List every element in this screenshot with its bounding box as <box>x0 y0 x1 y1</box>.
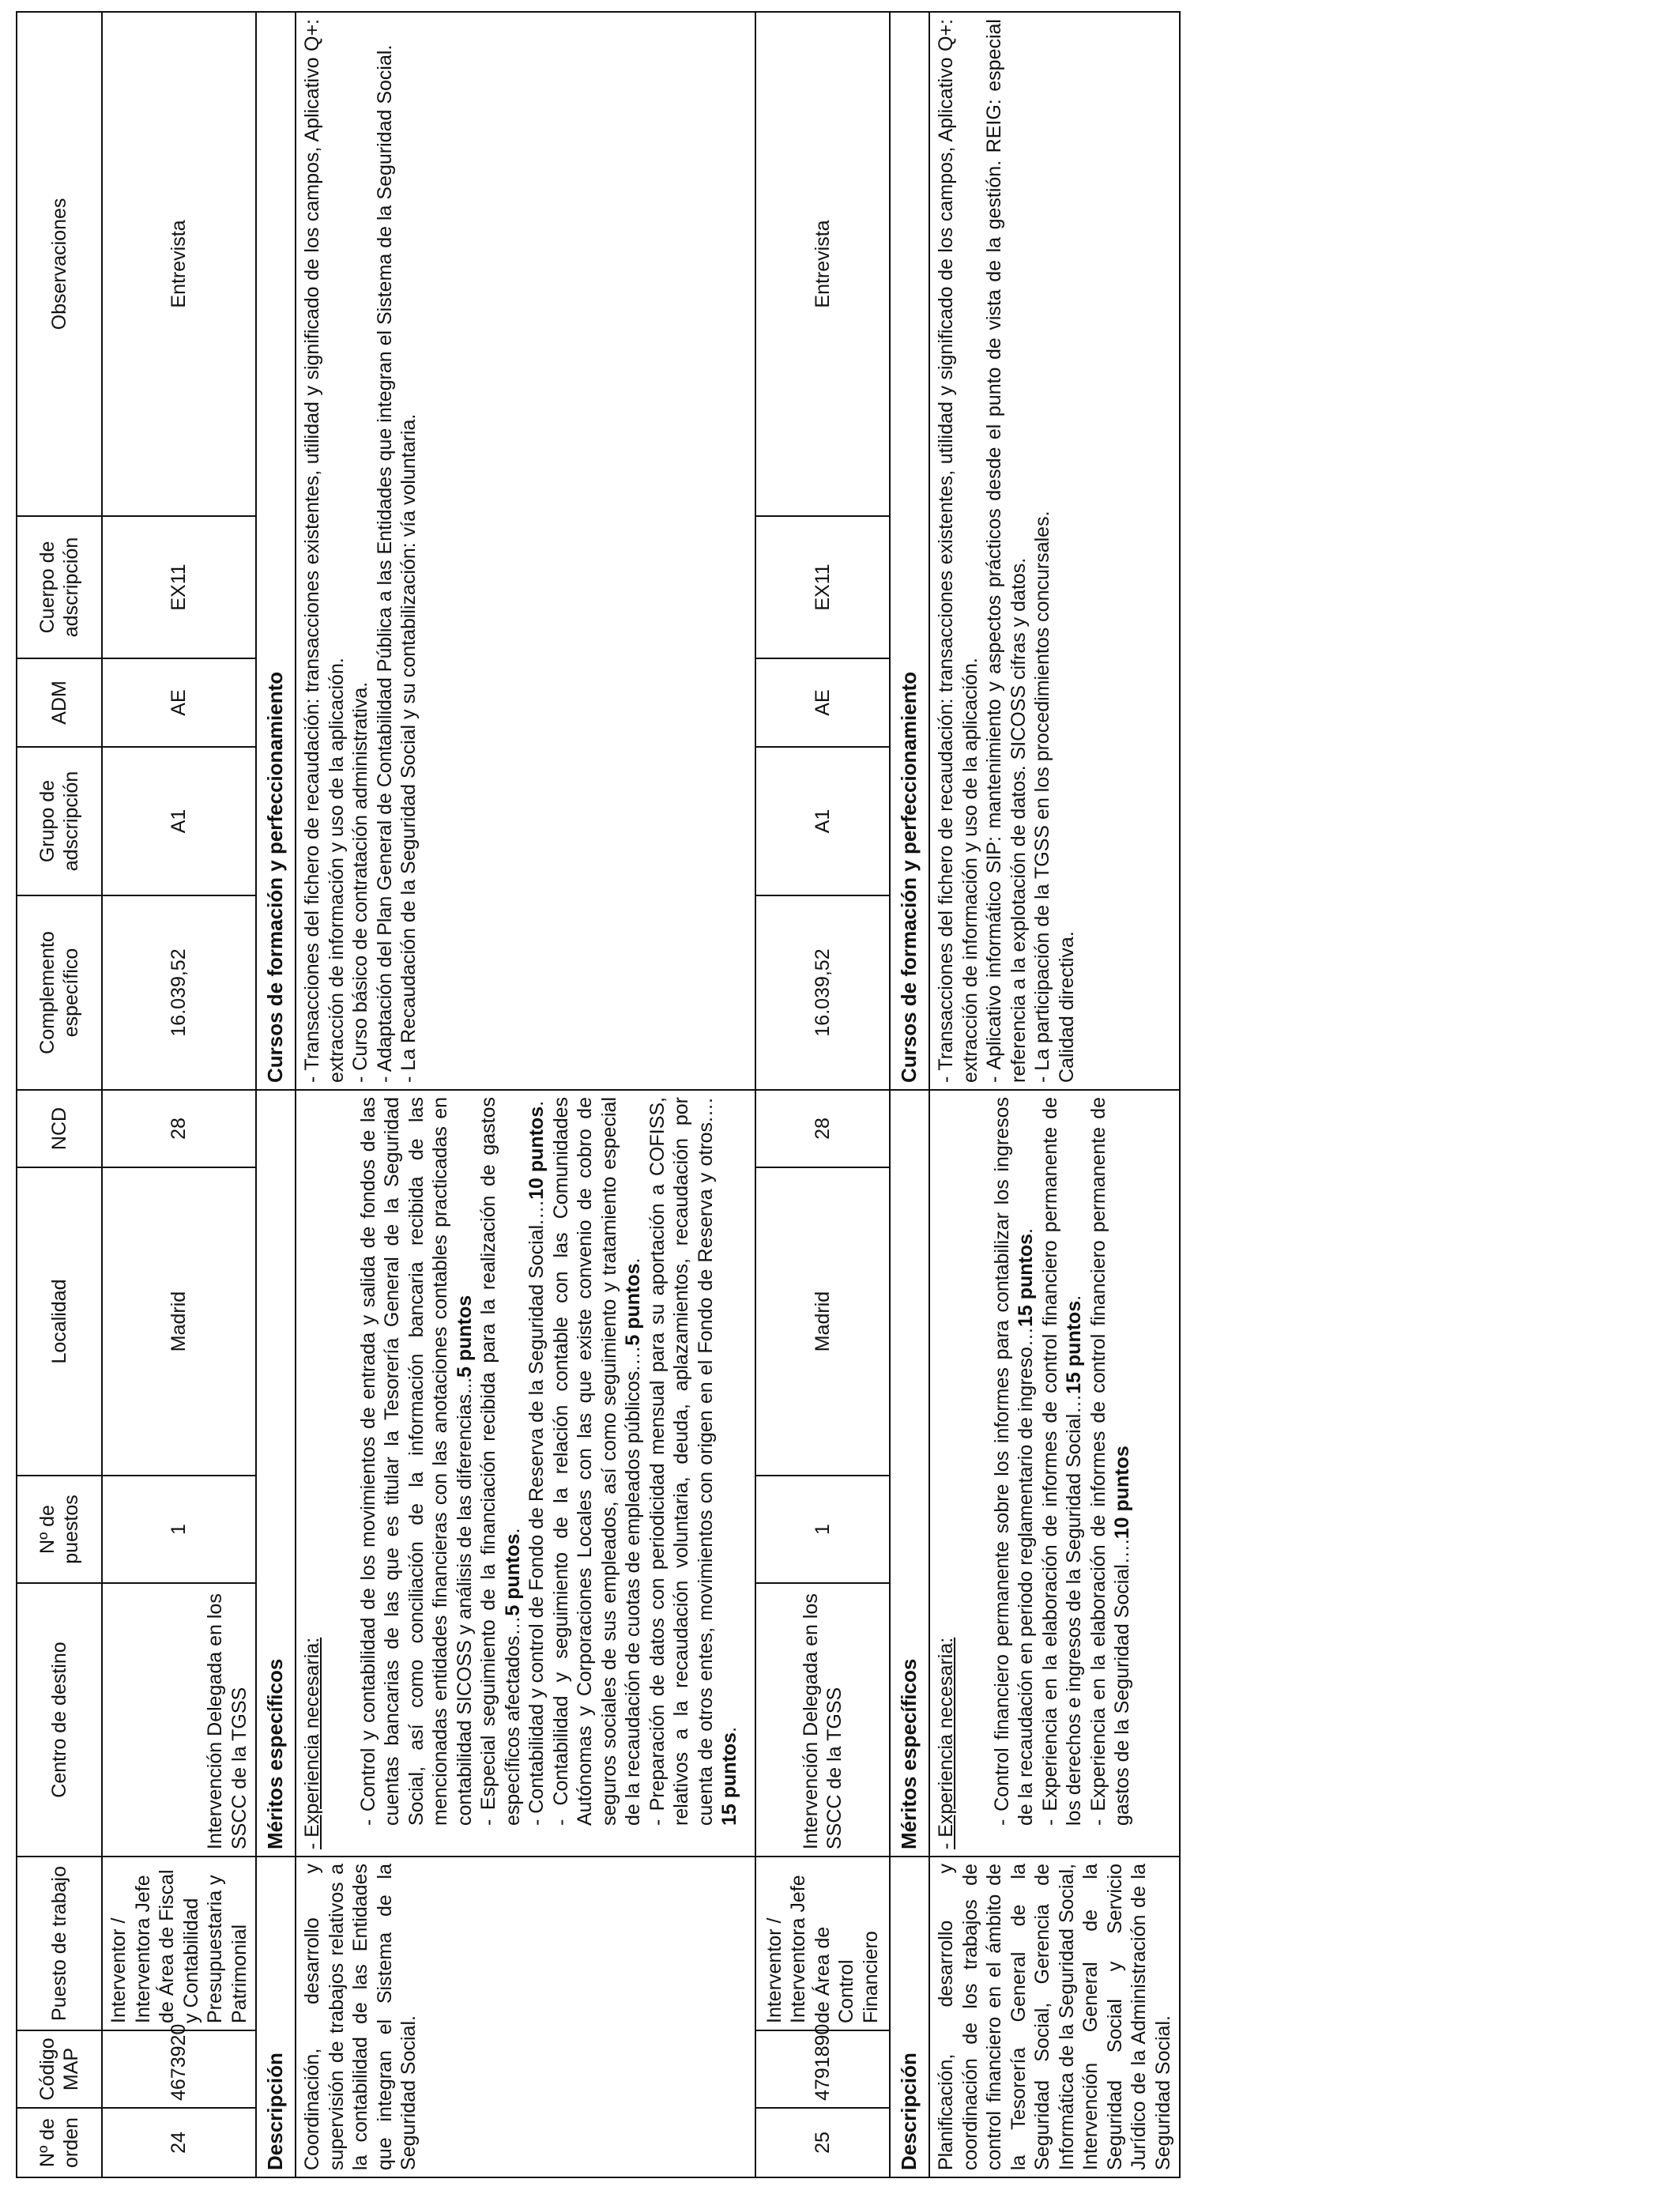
cuerpo-cell: EX11 <box>102 516 256 658</box>
curso-item: Calidad directiva. <box>1055 931 1078 1083</box>
experiencia-label: - Experiencia necesaria: <box>301 1637 323 1849</box>
merito-item: - Preparación de datos con periodicidad mensual para su aportación a COFISS, relativos a la recaudación voluntaria, deuda, aplazamientos, recaudación por cuenta de otros entes, movimientos con origen en el Fondo de Reserva y otros.… 15 puntos. <box>646 1097 740 1826</box>
merito-item: - Experiencia en la elaboración de informes de control financiero permanente de los derechos e ingresos de la Seguridad Social…15 puntos. <box>1038 1097 1085 1826</box>
curso-item: - Aplicativo informático SIP: mantenimiento y aspectos prácticos desde el punto de vista de la gestión. REIG: especial referencia a la explotación de datos. SICOSS cifras y datos. <box>983 19 1030 1083</box>
codigo-cell: 4791890 <box>755 2030 890 2108</box>
col-header: Puesto de trabajo <box>17 1857 102 2030</box>
grupo-cell: A1 <box>755 747 890 895</box>
curso-item: - Transacciones del fichero de recaudación: transacciones existentes, utilidad y significado de los campos, Aplicativo Q+: extracción de información y uso de la aplicación. <box>301 19 348 1083</box>
descripcion-label: Descripción <box>256 1857 296 2177</box>
centro-cell: Intervención Delegada en los SSCC de la TGSS <box>755 1583 890 1857</box>
adm-cell: AE <box>102 658 256 747</box>
complemento-cell: 16.039,52 <box>755 895 890 1090</box>
col-header: Centro de destino <box>17 1583 102 1857</box>
curso-item: - Adaptación del Plan General de Contabilidad Pública a las Entidades que integran el Sistema de la Seguridad Social. <box>373 44 396 1083</box>
curso-item: - Curso básico de contratación administrativa. <box>349 681 371 1083</box>
col-header: Localidad <box>17 1167 102 1476</box>
merito-item: - Experiencia en la elaboración de informes de control financiero permanente de gastos de la Seguridad Social….10 puntos <box>1087 1097 1133 1826</box>
col-header: ADM <box>17 658 102 747</box>
puestos-table <box>16 11 1181 2178</box>
orden-cell: 25 <box>755 2108 890 2177</box>
cursos-block <box>296 12 755 1090</box>
merito-item: - Contabilidad y seguimiento de la relación contable con las Comunidades Autónomas y Corporaciones Locales con las que existe convenio de cobro de seguros sociales de sus empleados, así como seguimiento y tratamiento especial de la recaudación de cuotas de empleados públicos.…5 puntos. <box>549 1097 644 1826</box>
rotated-page <box>16 13 1233 2178</box>
col-header: Nº de puestos <box>17 1476 102 1583</box>
observaciones-cell: Entrevista <box>102 12 256 516</box>
meritos-label: Méritos específicos <box>890 1090 929 1857</box>
merito-item: - Especial seguimiento de la financiación recibida para la realización de gastos específicos afectados…5 puntos. <box>477 1097 524 1826</box>
meritos-block <box>296 1090 755 1857</box>
merito-item: - Contabilidad y control de Fondo de Reserva de la Seguridad Social.…10 puntos. <box>525 1100 548 1826</box>
section-body-row <box>296 12 755 2177</box>
table-row <box>102 12 256 2177</box>
col-header: NCD <box>17 1090 102 1167</box>
header-row <box>17 12 102 2177</box>
meritos-block <box>929 1090 1180 1857</box>
puesto-cell: Interventor / Interventora Jefe de Área de Fiscal y Contabilidad Presupuestaria y Patrimonial <box>102 1857 256 2030</box>
descripcion-text: Coordinación, desarrollo y supervisión de trabajos relativos a la contabilidad de las Entidades que integran el Sistema de la Seguridad Social. <box>296 1857 755 2177</box>
col-header: Cuerpo de adscripción <box>17 516 102 658</box>
col-header: Código MAP <box>17 2030 102 2108</box>
curso-item: - Transacciones del fichero de recaudación: transacciones existentes, utilidad y significado de los campos, Aplicativo Q+: extracción de información y uso de la aplicación. <box>935 19 981 1083</box>
localidad-cell: Madrid <box>755 1167 890 1476</box>
num-cell: 1 <box>755 1476 890 1583</box>
grupo-cell: A1 <box>102 747 256 895</box>
adm-cell: AE <box>755 658 890 747</box>
cursos-label: Cursos de formación y perfeccionamiento <box>890 12 929 1090</box>
curso-item: - La Recaudación de la Seguridad Social y su contabilización: vía voluntaria. <box>397 413 420 1083</box>
puesto-cell: Interventor / Interventora Jefe de Área de Control Financiero <box>755 1857 890 2030</box>
centro-cell: Intervención Delegada en los SSCC de la TGSS <box>102 1583 256 1857</box>
section-label-row <box>256 12 296 2177</box>
orden-cell: 24 <box>102 2108 256 2177</box>
cursos-block <box>929 12 1180 1090</box>
complemento-cell: 16.039,52 <box>102 895 256 1090</box>
codigo-cell: 4673920 <box>102 2030 256 2108</box>
table-row <box>755 12 890 2177</box>
localidad-cell: Madrid <box>102 1167 256 1476</box>
num-cell: 1 <box>102 1476 256 1583</box>
observaciones-cell: Entrevista <box>755 12 890 516</box>
curso-item: - La participación de la TGSS en los procedimientos concursales. <box>1031 511 1053 1083</box>
merito-item: - Control y contabilidad de los movimientos de entrada y salida de fondos de las cuentas bancarias de las que es titular la Tesorería General de la Seguridad Social, así como conciliación de la información bancaria recibida de las mencionadas entidades financieras con las anotaciones contables practicadas en contabilidad SICOSS y análisis de las diferencias...5 puntos <box>356 1097 476 1826</box>
ncd-cell: 28 <box>102 1090 256 1167</box>
col-header: Nº de orden <box>17 2108 102 2177</box>
descripcion-text: Planificación, desarrollo y coordinación de los trabajos de control financiero en el ámbito de la Tesorería General de la Seguridad Social, Gerencia de Informática de la Seguridad Social, Intervención General de la Seguridad Social y Servicio Jurídico de la Administración de la Seguridad Social. <box>929 1857 1180 2177</box>
section-body-row <box>929 12 1180 2177</box>
cursos-label: Cursos de formación y perfeccionamiento <box>256 12 296 1090</box>
descripcion-label: Descripción <box>890 1857 929 2177</box>
experiencia-label: - Experiencia necesaria: <box>935 1637 957 1849</box>
meritos-label: Méritos específicos <box>256 1090 296 1857</box>
col-header: Grupo de adscripción <box>17 747 102 895</box>
col-header: Observaciones <box>17 12 102 516</box>
merito-item: - Control financiero permanente sobre los informes para contabilizar los ingresos de la recaudación en periodo reglamentario de ingreso…15 puntos. <box>990 1097 1037 1826</box>
ncd-cell: 28 <box>755 1090 890 1167</box>
col-header: Complemento específico <box>17 895 102 1090</box>
cuerpo-cell: EX11 <box>755 516 890 658</box>
section-label-row <box>890 12 929 2177</box>
